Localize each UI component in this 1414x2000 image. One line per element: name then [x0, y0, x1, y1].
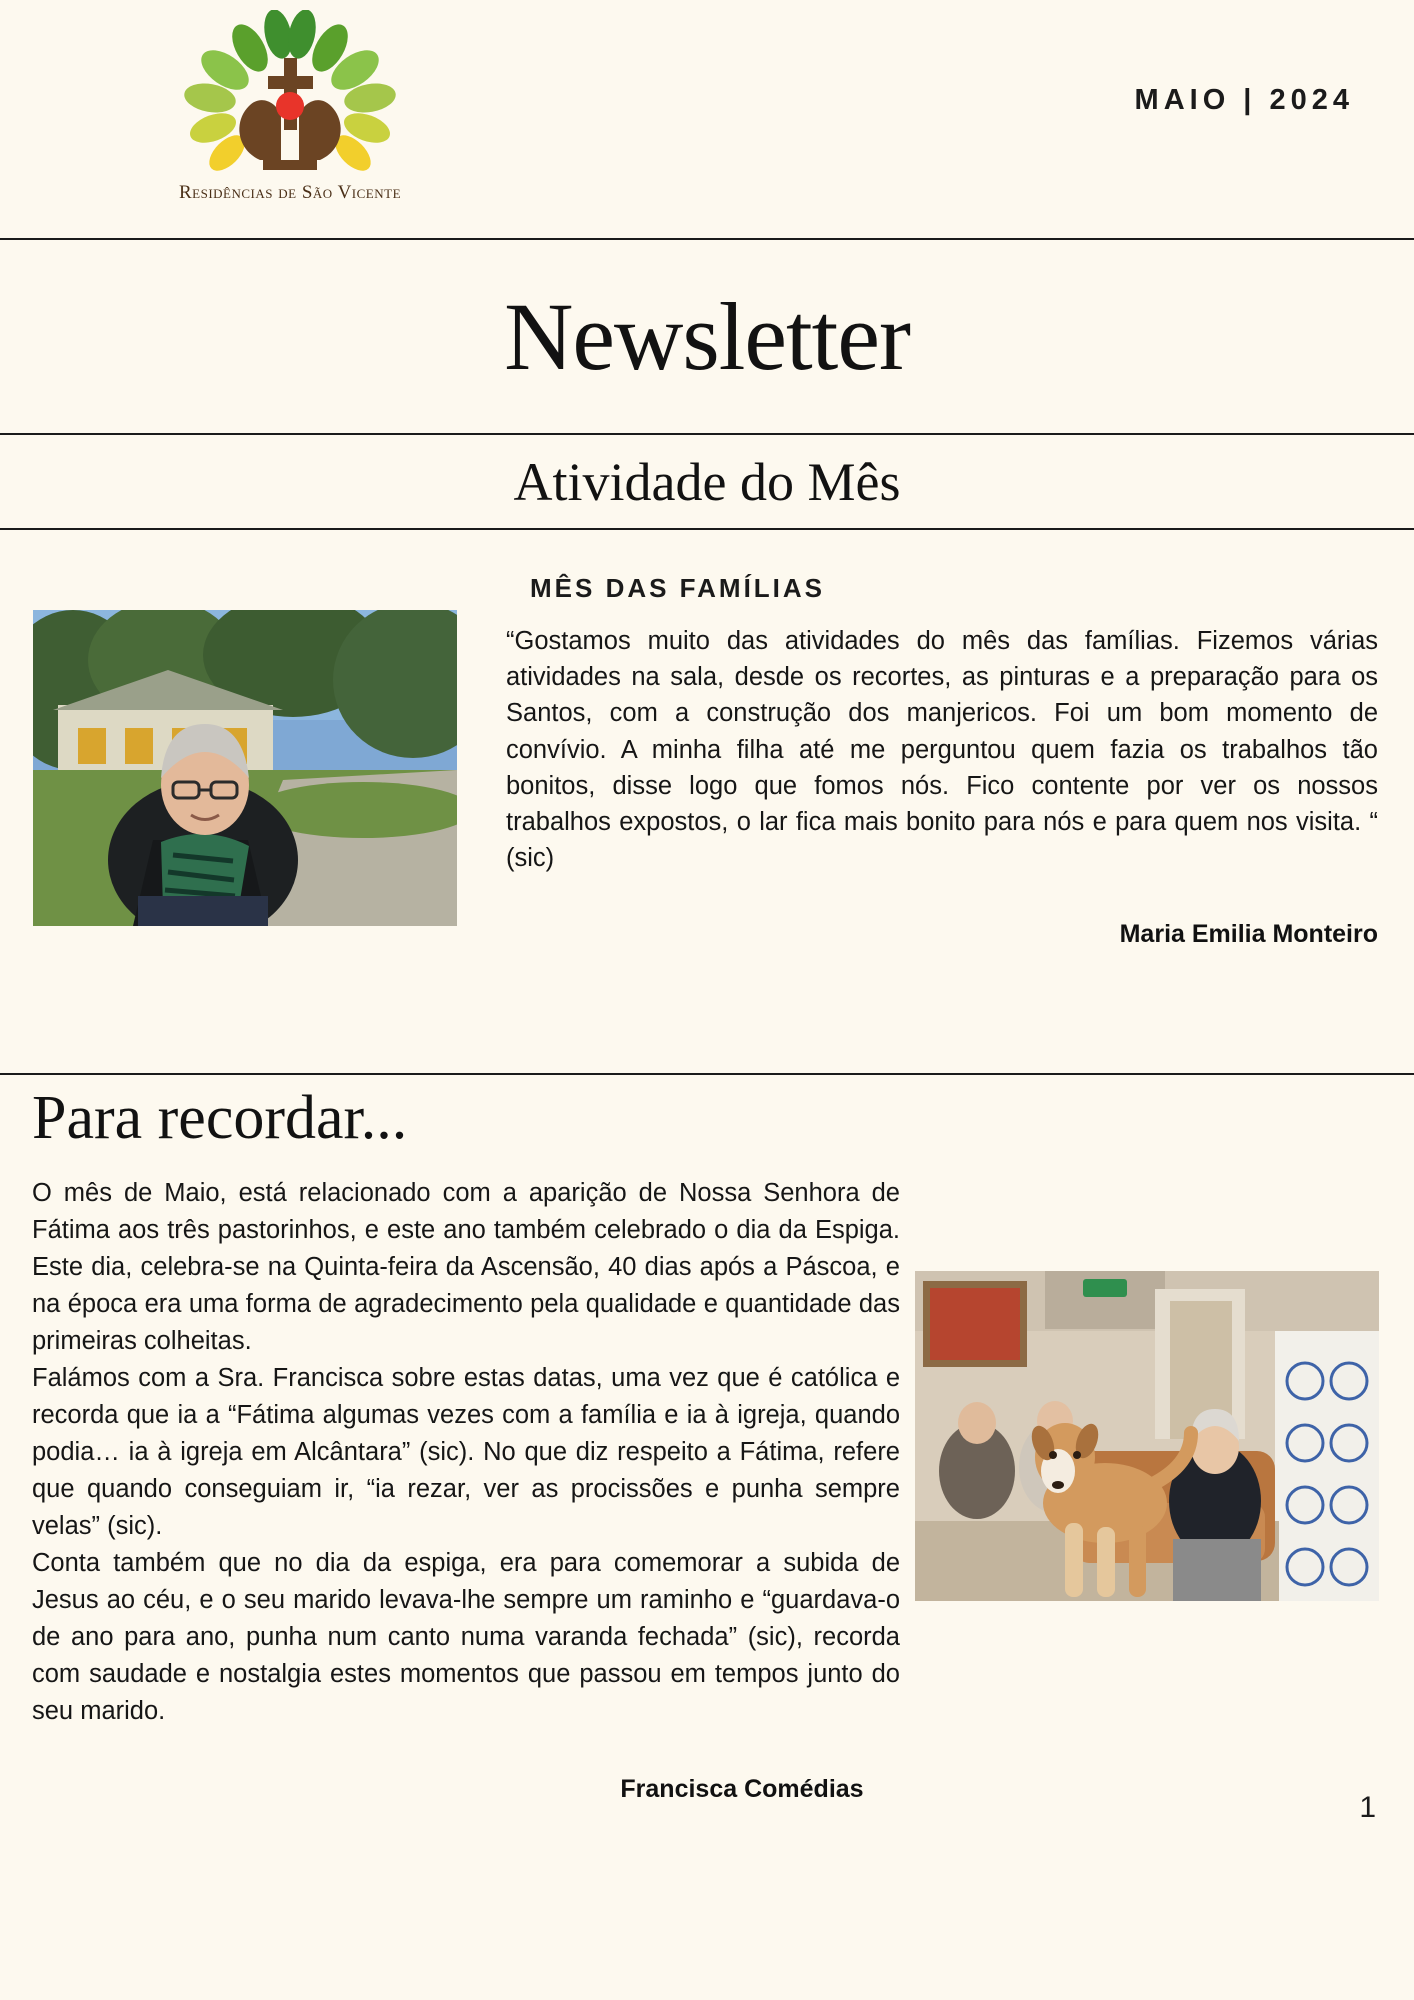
page-title: Newsletter — [504, 282, 910, 390]
issue-date: MAIO | 2024 — [1134, 84, 1354, 116]
activity-heading: MÊS DAS FAMÍLIAS — [530, 573, 826, 603]
remember-paragraph: Falámos com a Sra. Francisca sobre estas datas, uma vez que é católica e recorda que ia a “Fátima algumas vezes com a família e ia à igreja, quando podia… ia à igreja em Alcântara” (sic). No que diz respeito a Fátima, refere que quando conseguiam ir, “ia rezar, ver as procissões e punha sempre velas” (sic). — [32, 1363, 900, 1540]
subtitle-band — [0, 435, 1414, 530]
elderly-woman-in-garden-photo — [33, 610, 457, 926]
logo-caption: Residências de São Vicente — [178, 182, 402, 203]
remember-body — [32, 1175, 900, 1730]
activity-quote-text: “Gostamos muito das atividades do mês das famílias. Fizemos várias atividades na sala, desde os recortes, as pinturas e a preparação para os Santos, com a construção dos manjericos. Foi um bom momento de convívio. A minha filha até me perguntou quem fazia os trabalhos tão bonitos, disse logo que fomos nós. Fico contente por ver os nossos trabalhos expostos, o lar fica mais bonito para nós e para quem nos visita. “ (sic) — [506, 627, 1378, 873]
page-number: 1 — [1359, 1791, 1376, 1824]
page-header — [0, 0, 1414, 240]
remember-title: Para recordar... — [32, 1084, 408, 1152]
activity-section — [0, 530, 1414, 1075]
brand-logo — [160, 10, 420, 204]
remember-author: Francisca Comédias — [620, 1775, 864, 1803]
remember-paragraph: Conta também que no dia da espiga, era para comemorar a subida de Jesus ao céu, e o seu marido levava-lhe sempre um raminho e “guardava-o de ano para ano, punha num canto numa varanda fechada” (sic), recorda com saudade e nostalgia estes momentos que passou em tempos junto do seu marido. — [32, 1548, 900, 1725]
activity-quote-author: Maria Emilia Monteiro — [1119, 920, 1378, 948]
remember-paragraph: O mês de Maio, está relacionado com a aparição de Nossa Senhora de Fátima aos três pastorinhos, e este ano também celebrado o dia da Espiga. Este dia, celebra-se na Quinta-feira da Ascensão, 40 dias após a Páscoa, e na época era uma forma de agradecimento pela qualidade e quantidade das primeiras colheitas. — [32, 1179, 900, 1355]
remember-section — [0, 1075, 1414, 1835]
section-title: Atividade do Mês — [513, 451, 901, 512]
hands-holding-cross-with-leaves-logo — [165, 10, 415, 188]
residents-with-therapy-dog-photo — [915, 1271, 1379, 1601]
title-band — [0, 240, 1414, 435]
